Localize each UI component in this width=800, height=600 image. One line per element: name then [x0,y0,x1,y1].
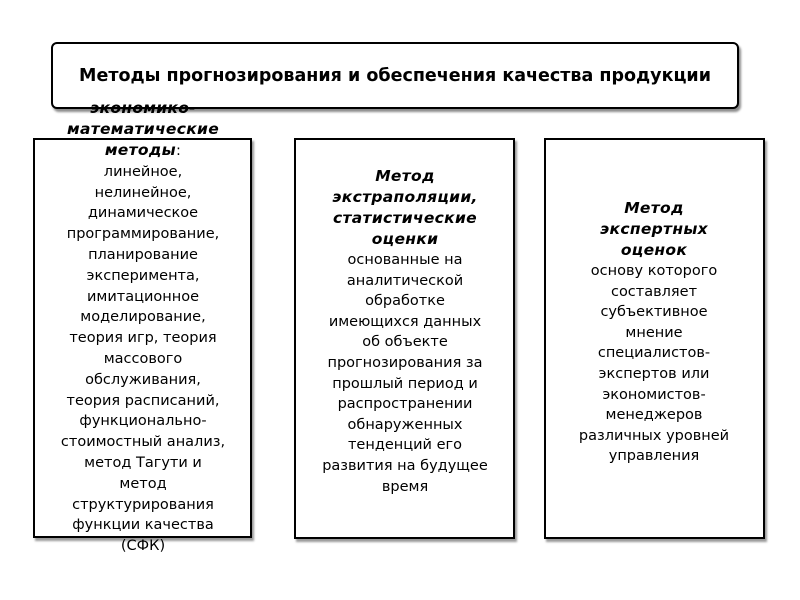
left-body-line: теория игр, теория [69,330,217,347]
middle-heading-line: оценки [371,230,439,248]
middle-body-line: об объекте [362,334,448,351]
left-body-line: функции качества [72,517,214,534]
middle-body-line: тенденций его [347,437,462,454]
economic-math-methods-content [28,98,258,557]
right-body-line: субъективное [600,304,708,321]
middle-body-line: обработке [365,293,445,310]
left-body-line: массового [103,350,183,367]
middle-body-line: аналитической [346,272,464,289]
middle-body-line: имеющихся данных [328,313,482,330]
right-heading-line: оценок [620,241,688,259]
left-body-line: моделирование, [80,309,206,326]
middle-body-line: развития на будущее [322,457,488,474]
left-body-line: функционально- [79,413,207,430]
left-body-line: теория расписаний, [66,392,220,409]
left-body-line: (СФК) [120,538,166,555]
left-body-line: метод Тагути и [84,454,202,471]
heading-colon: : [175,143,182,159]
left-body-line: эксперимента, [86,267,200,284]
expert-methods-heading [548,198,760,261]
middle-body-line: прошлый период и [332,375,478,392]
left-body-line: динамическое [87,205,199,222]
expert-methods-content [548,198,760,467]
left-body-line: имитационное [86,288,200,305]
page-title: Методы прогнозирования и обеспечения качества продукции [79,65,711,86]
middle-body-line: время [381,478,429,495]
right-heading-line: экспертных [600,220,708,238]
right-heading-line: Метод [624,199,684,217]
right-body-line: составляет [610,283,698,300]
middle-body-line: обнаруженных [347,416,463,433]
middle-body-line: распространении [337,396,473,413]
right-body-line: специалистов- [597,345,711,362]
middle-heading-line: Метод [375,167,435,185]
extrapolation-methods-content [298,166,512,497]
middle-body-line: прогнозирования за [327,354,483,371]
extrapolation-methods-heading [298,166,512,250]
left-body-line: планирование [88,246,198,263]
right-body-line: управления [608,448,700,465]
left-body-line: обслуживания, [85,371,201,388]
left-body-line: программирование, [66,226,220,243]
left-body-line: нелинейное, [94,184,192,201]
left-body-line: структурирования [72,496,214,513]
middle-heading-line: экстраполяции, [332,188,478,206]
left-body-line: стоимостный анализ, [60,434,226,451]
right-body-line: экономистов- [602,386,706,403]
economic-math-methods-heading [28,98,258,162]
economic-math-methods-title: экономико-математические методы [66,99,220,159]
right-body-line: мнение [625,324,683,341]
right-body-line: экспертов или [598,365,710,382]
left-body-line: линейное, [103,163,183,180]
right-body-line: менеджеров [605,407,703,424]
middle-body-line: основанные на [347,252,463,268]
left-body-line: метод [119,475,167,492]
right-body-line: основу которого [590,263,718,279]
right-body-line: различных уровней [578,427,730,444]
middle-heading-line: статистические [333,209,477,227]
